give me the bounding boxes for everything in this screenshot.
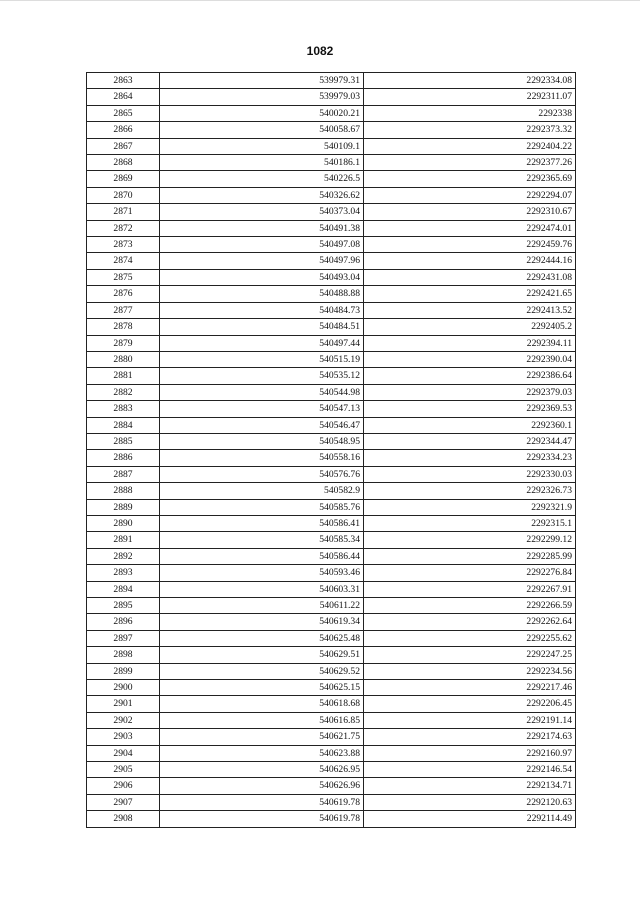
point-number-cell: 2883 — [87, 401, 160, 417]
table-row — [87, 269, 576, 285]
y-coordinate-cell: 2292405.2 — [364, 319, 576, 335]
point-number-cell: 2876 — [87, 286, 160, 302]
y-coordinate-cell: 2292266.59 — [364, 598, 576, 614]
table-row — [87, 696, 576, 712]
y-coordinate-cell: 2292334.23 — [364, 450, 576, 466]
x-coordinate-cell: 540484.51 — [160, 319, 364, 335]
table-row — [87, 581, 576, 597]
point-number-cell: 2882 — [87, 384, 160, 400]
x-coordinate-cell: 540586.44 — [160, 548, 364, 564]
table-row — [87, 811, 576, 827]
y-coordinate-cell: 2292160.97 — [364, 745, 576, 761]
point-number-cell: 2868 — [87, 155, 160, 171]
y-coordinate-cell: 2292344.47 — [364, 433, 576, 449]
table-row — [87, 220, 576, 236]
y-coordinate-cell: 2292134.71 — [364, 778, 576, 794]
point-number-cell: 2892 — [87, 548, 160, 564]
x-coordinate-cell: 540623.88 — [160, 745, 364, 761]
table-row — [87, 515, 576, 531]
point-number-cell: 2905 — [87, 762, 160, 778]
point-number-cell: 2886 — [87, 450, 160, 466]
x-coordinate-cell: 540585.76 — [160, 499, 364, 515]
y-coordinate-cell: 2292315.1 — [364, 515, 576, 531]
point-number-cell: 2889 — [87, 499, 160, 515]
x-coordinate-cell: 540626.95 — [160, 762, 364, 778]
table-row — [87, 335, 576, 351]
x-coordinate-cell: 540497.08 — [160, 237, 364, 253]
y-coordinate-cell: 2292360.1 — [364, 417, 576, 433]
table-row — [87, 499, 576, 515]
x-coordinate-cell: 540619.34 — [160, 614, 364, 630]
y-coordinate-cell: 2292174.63 — [364, 729, 576, 745]
point-number-cell: 2894 — [87, 581, 160, 597]
point-number-cell: 2896 — [87, 614, 160, 630]
y-coordinate-cell: 2292321.9 — [364, 499, 576, 515]
point-number-cell: 2902 — [87, 712, 160, 728]
point-number-cell: 2904 — [87, 745, 160, 761]
point-number-cell: 2881 — [87, 368, 160, 384]
y-coordinate-cell: 2292276.84 — [364, 565, 576, 581]
x-coordinate-cell: 540629.51 — [160, 647, 364, 663]
y-coordinate-cell: 2292334.08 — [364, 73, 576, 89]
x-coordinate-cell: 540576.76 — [160, 466, 364, 482]
y-coordinate-cell: 2292120.63 — [364, 794, 576, 810]
coordinates-table-body — [87, 73, 576, 828]
x-coordinate-cell: 540625.15 — [160, 680, 364, 696]
y-coordinate-cell: 2292421.65 — [364, 286, 576, 302]
x-coordinate-cell: 540603.31 — [160, 581, 364, 597]
page-number: 1082 — [306, 44, 334, 58]
x-coordinate-cell: 540497.44 — [160, 335, 364, 351]
y-coordinate-cell: 2292365.69 — [364, 171, 576, 187]
y-coordinate-cell: 2292217.46 — [364, 680, 576, 696]
table-row — [87, 187, 576, 203]
table-row — [87, 204, 576, 220]
table-row — [87, 89, 576, 105]
table-row — [87, 598, 576, 614]
x-coordinate-cell: 540619.78 — [160, 794, 364, 810]
point-number-cell: 2873 — [87, 237, 160, 253]
table-row — [87, 532, 576, 548]
x-coordinate-cell: 540593.46 — [160, 565, 364, 581]
point-number-cell: 2893 — [87, 565, 160, 581]
table-row — [87, 384, 576, 400]
y-coordinate-cell: 2292255.62 — [364, 630, 576, 646]
table-row — [87, 138, 576, 154]
point-number-cell: 2897 — [87, 630, 160, 646]
x-coordinate-cell: 540544.98 — [160, 384, 364, 400]
y-coordinate-cell: 2292459.76 — [364, 237, 576, 253]
x-coordinate-cell: 540515.19 — [160, 351, 364, 367]
table-row — [87, 417, 576, 433]
x-coordinate-cell: 540373.04 — [160, 204, 364, 220]
y-coordinate-cell: 2292310.67 — [364, 204, 576, 220]
point-number-cell: 2879 — [87, 335, 160, 351]
x-coordinate-cell: 540619.78 — [160, 811, 364, 827]
y-coordinate-cell: 2292404.22 — [364, 138, 576, 154]
y-coordinate-cell: 2292294.07 — [364, 187, 576, 203]
point-number-cell: 2903 — [87, 729, 160, 745]
point-number-cell: 2864 — [87, 89, 160, 105]
table-row — [87, 401, 576, 417]
table-row — [87, 368, 576, 384]
point-number-cell: 2895 — [87, 598, 160, 614]
point-number-cell: 2870 — [87, 187, 160, 203]
x-coordinate-cell: 540058.67 — [160, 122, 364, 138]
x-coordinate-cell: 540558.16 — [160, 450, 364, 466]
table-row — [87, 466, 576, 482]
point-number-cell: 2887 — [87, 466, 160, 482]
x-coordinate-cell: 540625.48 — [160, 630, 364, 646]
x-coordinate-cell: 540484.73 — [160, 302, 364, 318]
table-row — [87, 351, 576, 367]
point-number-cell: 2891 — [87, 532, 160, 548]
point-number-cell: 2869 — [87, 171, 160, 187]
y-coordinate-cell: 2292299.12 — [364, 532, 576, 548]
point-number-cell: 2871 — [87, 204, 160, 220]
table-row — [87, 680, 576, 696]
table-row — [87, 122, 576, 138]
point-number-cell: 2884 — [87, 417, 160, 433]
y-coordinate-cell: 2292373.32 — [364, 122, 576, 138]
point-number-cell: 2872 — [87, 220, 160, 236]
y-coordinate-cell: 2292262.64 — [364, 614, 576, 630]
table-row — [87, 614, 576, 630]
y-coordinate-cell: 2292390.04 — [364, 351, 576, 367]
table-row — [87, 483, 576, 499]
point-number-cell: 2890 — [87, 515, 160, 531]
y-coordinate-cell: 2292431.08 — [364, 269, 576, 285]
table-row — [87, 778, 576, 794]
x-coordinate-cell: 540586.41 — [160, 515, 364, 531]
y-coordinate-cell: 2292444.16 — [364, 253, 576, 269]
table-row — [87, 565, 576, 581]
point-number-cell: 2880 — [87, 351, 160, 367]
table-row — [87, 155, 576, 171]
x-coordinate-cell: 540535.12 — [160, 368, 364, 384]
y-coordinate-cell: 2292285.99 — [364, 548, 576, 564]
table-row — [87, 302, 576, 318]
point-number-cell: 2907 — [87, 794, 160, 810]
point-number-cell: 2900 — [87, 680, 160, 696]
x-coordinate-cell: 540109.1 — [160, 138, 364, 154]
point-number-cell: 2906 — [87, 778, 160, 794]
y-coordinate-cell: 2292267.91 — [364, 581, 576, 597]
table-row — [87, 630, 576, 646]
table-row — [87, 105, 576, 121]
y-coordinate-cell: 2292311.07 — [364, 89, 576, 105]
x-coordinate-cell: 540616.85 — [160, 712, 364, 728]
point-number-cell: 2878 — [87, 319, 160, 335]
top-edge-line — [0, 0, 640, 1]
table-row — [87, 647, 576, 663]
point-number-cell: 2899 — [87, 663, 160, 679]
point-number-cell: 2898 — [87, 647, 160, 663]
y-coordinate-cell: 2292191.14 — [364, 712, 576, 728]
table-row — [87, 171, 576, 187]
y-coordinate-cell: 2292330.03 — [364, 466, 576, 482]
y-coordinate-cell: 2292474.01 — [364, 220, 576, 236]
y-coordinate-cell: 2292234.56 — [364, 663, 576, 679]
x-coordinate-cell: 540585.34 — [160, 532, 364, 548]
y-coordinate-cell: 2292146.54 — [364, 762, 576, 778]
y-coordinate-cell: 2292394.11 — [364, 335, 576, 351]
x-coordinate-cell: 540618.68 — [160, 696, 364, 712]
x-coordinate-cell: 540582.9 — [160, 483, 364, 499]
table-row — [87, 319, 576, 335]
x-coordinate-cell: 540621.75 — [160, 729, 364, 745]
point-number-cell: 2875 — [87, 269, 160, 285]
table-row — [87, 73, 576, 89]
table-row — [87, 286, 576, 302]
y-coordinate-cell: 2292369.53 — [364, 401, 576, 417]
x-coordinate-cell: 540493.04 — [160, 269, 364, 285]
table-row — [87, 729, 576, 745]
table-row — [87, 253, 576, 269]
point-number-cell: 2867 — [87, 138, 160, 154]
point-number-cell: 2888 — [87, 483, 160, 499]
y-coordinate-cell: 2292379.03 — [364, 384, 576, 400]
x-coordinate-cell: 539979.03 — [160, 89, 364, 105]
x-coordinate-cell: 540226.5 — [160, 171, 364, 187]
y-coordinate-cell: 2292247.25 — [364, 647, 576, 663]
x-coordinate-cell: 540629.52 — [160, 663, 364, 679]
x-coordinate-cell: 540488.88 — [160, 286, 364, 302]
x-coordinate-cell: 540548.95 — [160, 433, 364, 449]
coordinates-table — [86, 72, 576, 828]
x-coordinate-cell: 540611.22 — [160, 598, 364, 614]
table-row — [87, 663, 576, 679]
x-coordinate-cell: 540020.21 — [160, 105, 364, 121]
x-coordinate-cell: 540547.13 — [160, 401, 364, 417]
x-coordinate-cell: 540497.96 — [160, 253, 364, 269]
table-row — [87, 450, 576, 466]
y-coordinate-cell: 2292413.52 — [364, 302, 576, 318]
x-coordinate-cell: 540491.38 — [160, 220, 364, 236]
point-number-cell: 2877 — [87, 302, 160, 318]
y-coordinate-cell: 2292377.26 — [364, 155, 576, 171]
table-row — [87, 745, 576, 761]
table-row — [87, 548, 576, 564]
table-row — [87, 794, 576, 810]
y-coordinate-cell: 2292386.64 — [364, 368, 576, 384]
y-coordinate-cell: 2292206.45 — [364, 696, 576, 712]
x-coordinate-cell: 540546.47 — [160, 417, 364, 433]
y-coordinate-cell: 2292114.49 — [364, 811, 576, 827]
table-row — [87, 762, 576, 778]
y-coordinate-cell: 2292338 — [364, 105, 576, 121]
table-row — [87, 433, 576, 449]
x-coordinate-cell: 539979.31 — [160, 73, 364, 89]
point-number-cell: 2863 — [87, 73, 160, 89]
table-row — [87, 237, 576, 253]
point-number-cell: 2901 — [87, 696, 160, 712]
point-number-cell: 2865 — [87, 105, 160, 121]
x-coordinate-cell: 540186.1 — [160, 155, 364, 171]
x-coordinate-cell: 540326.62 — [160, 187, 364, 203]
point-number-cell: 2866 — [87, 122, 160, 138]
point-number-cell: 2885 — [87, 433, 160, 449]
x-coordinate-cell: 540626.96 — [160, 778, 364, 794]
point-number-cell: 2874 — [87, 253, 160, 269]
table-row — [87, 712, 576, 728]
point-number-cell: 2908 — [87, 811, 160, 827]
y-coordinate-cell: 2292326.73 — [364, 483, 576, 499]
